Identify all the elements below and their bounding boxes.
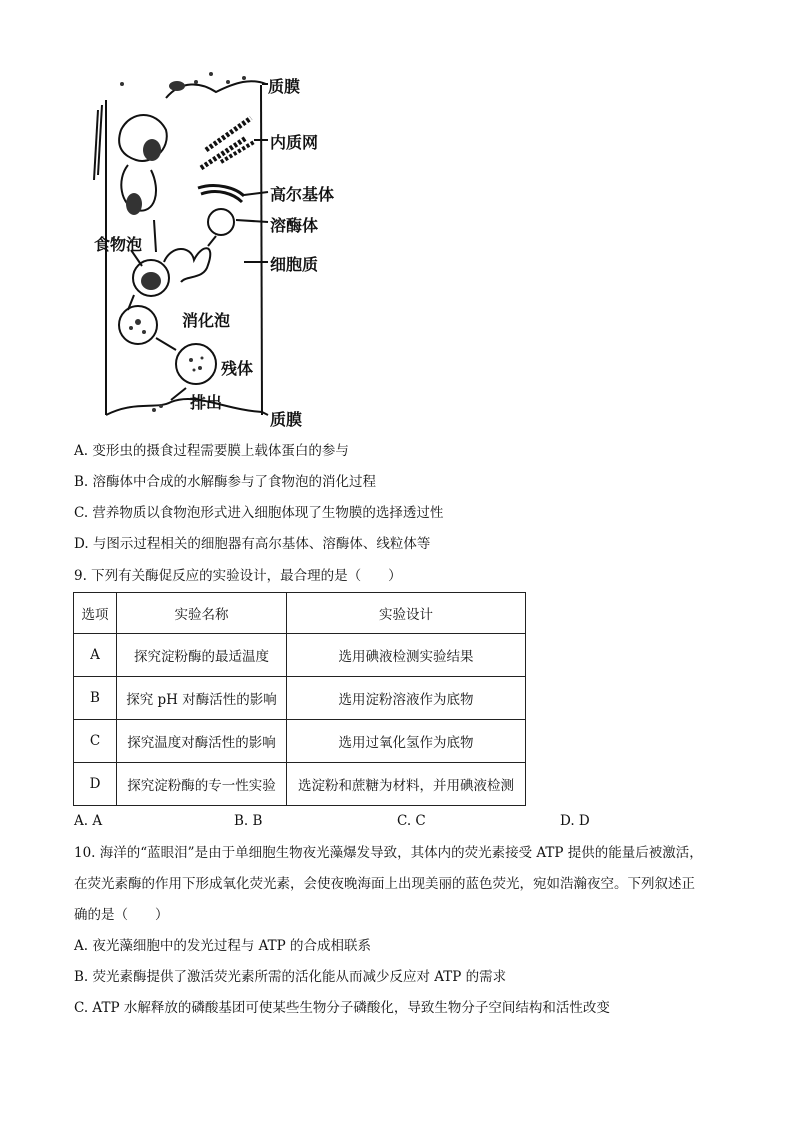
row-d-option: D xyxy=(74,763,117,806)
q8-option-d: D. 与图示过程相关的细胞器有高尔基体、溶酶体、线粒体等 xyxy=(74,536,431,552)
table-row xyxy=(74,634,526,677)
label-lysosome: 溶酶体 xyxy=(270,216,319,235)
q8-option-b: B. 溶酶体中合成的水解酶参与了食物泡的消化过程 xyxy=(74,474,377,490)
row-a-design: 选用碘液检测实验结果 xyxy=(287,634,526,677)
q10-stem-line-1: 10. 海洋的“蓝眼泪”是由于单细胞生物夜光藻爆发导致，其体内的荧光素接受 ATP 提供的能量后被激活， xyxy=(74,845,703,861)
label-er: 内质网 xyxy=(270,133,319,152)
q9-option-b: B. B xyxy=(234,813,263,829)
label-membrane-bottom: 质膜 xyxy=(270,410,303,429)
residual-body-shape xyxy=(176,344,216,384)
fusion-shape xyxy=(164,248,210,282)
q10-option-c: C. ATP 水解释放的磷酸基团可使某些生物分子磷酸化，导致生物分子空间结构和活性改变 xyxy=(74,1000,610,1016)
membrane-bottom-curve xyxy=(106,399,262,415)
label-residual-body: 残体 xyxy=(221,359,254,378)
q8-option-c: C. 营养物质以食物泡形式进入细胞体现了生物膜的选择透过性 xyxy=(74,505,444,521)
label-food-vacuole: 食物泡 xyxy=(94,235,143,254)
label-excrete: 排出 xyxy=(190,393,223,412)
label-membrane-top: 质膜 xyxy=(268,77,301,96)
row-b-design: 选用淀粉溶液作为底物 xyxy=(287,677,526,720)
table-row xyxy=(74,677,526,720)
q10-option-a: A. 夜光藻细胞中的发光过程与 ATP 的合成相联系 xyxy=(74,938,372,954)
q8-option-a: A. 变形虫的摄食过程需要膜上载体蛋白的参与 xyxy=(74,443,349,459)
table-row xyxy=(74,720,526,763)
row-c-option: C xyxy=(74,720,117,763)
table-row xyxy=(74,763,526,806)
row-c-design: 选用过氧化氢作为底物 xyxy=(287,720,526,763)
q9-option-a: A. A xyxy=(74,813,103,829)
row-a-option: A xyxy=(74,634,117,677)
row-d-name: 探究淀粉酶的专一性实验 xyxy=(117,763,287,806)
table-header-row xyxy=(74,593,526,634)
q9-option-d: D. D xyxy=(560,813,590,829)
q10-stem-line-3: 确的是（ ） xyxy=(74,907,169,923)
arrow-1 xyxy=(154,220,156,252)
q10-option-b: B. 荧光素酶提供了激活荧光素所需的活化能从而减少反应对 ATP 的需求 xyxy=(74,969,507,985)
label-cytoplasm: 细胞质 xyxy=(270,255,319,274)
row-d-design: 选淀粉和蔗糖为材料，并用碘液检测 xyxy=(287,763,526,806)
header-name: 实验名称 xyxy=(117,593,287,634)
er-shape xyxy=(206,118,251,150)
row-b-name: 探究 pH 对酶活性的影响 xyxy=(117,677,287,720)
q10-stem-line-2: 在荧光素酶的作用下形成氧化荧光素，会使夜晚海面上出现美丽的蓝色荧光，宛如浩瀚夜空。下列叙述正 xyxy=(74,876,695,892)
nucleus-dot xyxy=(143,139,161,161)
lysosome-shape xyxy=(208,209,234,235)
row-a-name: 探究淀粉酶的最适温度 xyxy=(117,634,287,677)
row-b-option: B xyxy=(74,677,117,720)
header-option: 选项 xyxy=(74,593,117,634)
label-golgi: 高尔基体 xyxy=(270,185,335,204)
row-c-name: 探究温度对酶活性的影响 xyxy=(117,720,287,763)
cell-boundary-right xyxy=(261,85,262,415)
header-design: 实验设计 xyxy=(287,593,526,634)
amoeba-diagram xyxy=(76,70,346,430)
label-digestive-vacuole: 消化泡 xyxy=(182,311,231,330)
q9-table xyxy=(73,592,526,806)
q9-option-c: C. C xyxy=(397,813,426,829)
q9-stem: 9. 下列有关酶促反应的实验设计，最合理的是（ ） xyxy=(74,568,402,584)
